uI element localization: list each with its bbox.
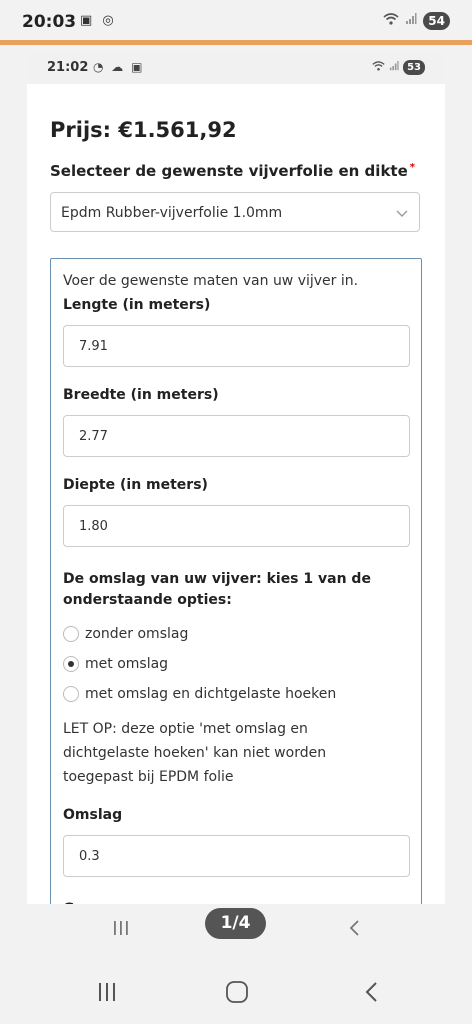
required-marker: * [409, 162, 415, 173]
liner-select[interactable] [50, 192, 420, 232]
inner-status-bar [27, 52, 445, 84]
page-indicator: 1/4 [205, 908, 266, 939]
epdm-warning [63, 717, 403, 789]
back-icon[interactable] [360, 980, 384, 1008]
home-icon[interactable] [225, 980, 249, 1008]
depth-value: 1.80 [79, 519, 108, 534]
signal-icon [389, 61, 399, 74]
wifi-icon [383, 13, 399, 29]
warning-line1: LET OP: deze optie 'met omslag en [63, 721, 308, 737]
radio-dot-icon [68, 661, 74, 667]
length-label: Lengte (in meters) [63, 297, 211, 313]
dimensions-intro: Voer de gewenste maten van uw vijver in. [63, 273, 359, 289]
option-label: zonder omslag [85, 626, 189, 642]
omslag-value: 0.3 [79, 849, 100, 864]
inner-system-icons [372, 60, 425, 75]
inner-notification-icons: ◔ ☁ ▣ [93, 60, 145, 74]
radio-button-selected[interactable] [63, 656, 79, 672]
outer-notification-icons: ▣ ◎ [80, 13, 117, 28]
option-met-omslag[interactable] [63, 656, 168, 672]
recent-apps-icon[interactable] [95, 980, 119, 1008]
option-label: met omslag en dichtgelaste hoeken [85, 686, 337, 702]
embedded-screenshot [27, 52, 445, 960]
outer-system-icons [383, 12, 450, 30]
length-value: 7.91 [79, 339, 108, 354]
back-icon[interactable] [345, 918, 365, 942]
warning-line3: toegepast bij EPDM folie [63, 769, 234, 785]
radio-button[interactable] [63, 686, 79, 702]
overlap-question-line1: De omslag van uw vijver: kies 1 van de [63, 571, 371, 587]
product-form-page [27, 84, 445, 910]
dimensions-panel [50, 258, 422, 910]
omslag-label: Omslag [63, 807, 123, 823]
overlap-question-line2: onderstaande opties: [63, 592, 232, 608]
recent-apps-icon[interactable] [111, 918, 131, 942]
battery-icon: 54 [423, 12, 450, 30]
omslag-input[interactable] [63, 835, 410, 877]
length-input[interactable] [63, 325, 410, 367]
price-display: Prijs: €1.561,92 [50, 118, 237, 142]
outer-navigation-bar [0, 962, 472, 1024]
option-met-omslag-dichtgelast[interactable] [63, 686, 336, 702]
liner-select-label [50, 162, 415, 180]
radio-button[interactable] [63, 626, 79, 642]
signal-icon [405, 13, 417, 29]
liner-select-label-text: Selecteer de gewenste vijverfolie en dikte [50, 162, 408, 180]
depth-input[interactable] [63, 505, 410, 547]
wifi-icon [372, 61, 385, 74]
outer-clock: 20:03 [22, 12, 77, 32]
overlap-question [63, 569, 403, 611]
warning-line2: dichtgelaste hoeken' kan niet worden [63, 745, 327, 761]
outer-status-bar [0, 0, 472, 40]
battery-icon: 53 [403, 60, 425, 75]
chevron-down-icon [395, 205, 409, 224]
liner-select-value: Epdm Rubber-vijverfolie 1.0mm [61, 205, 283, 221]
width-input[interactable] [63, 415, 410, 457]
depth-label: Diepte (in meters) [63, 477, 208, 493]
inner-clock: 21:02 [47, 60, 89, 75]
width-value: 2.77 [79, 429, 108, 444]
option-label: met omslag [85, 656, 169, 672]
option-zonder-omslag[interactable] [63, 626, 188, 642]
width-label: Breedte (in meters) [63, 387, 219, 403]
